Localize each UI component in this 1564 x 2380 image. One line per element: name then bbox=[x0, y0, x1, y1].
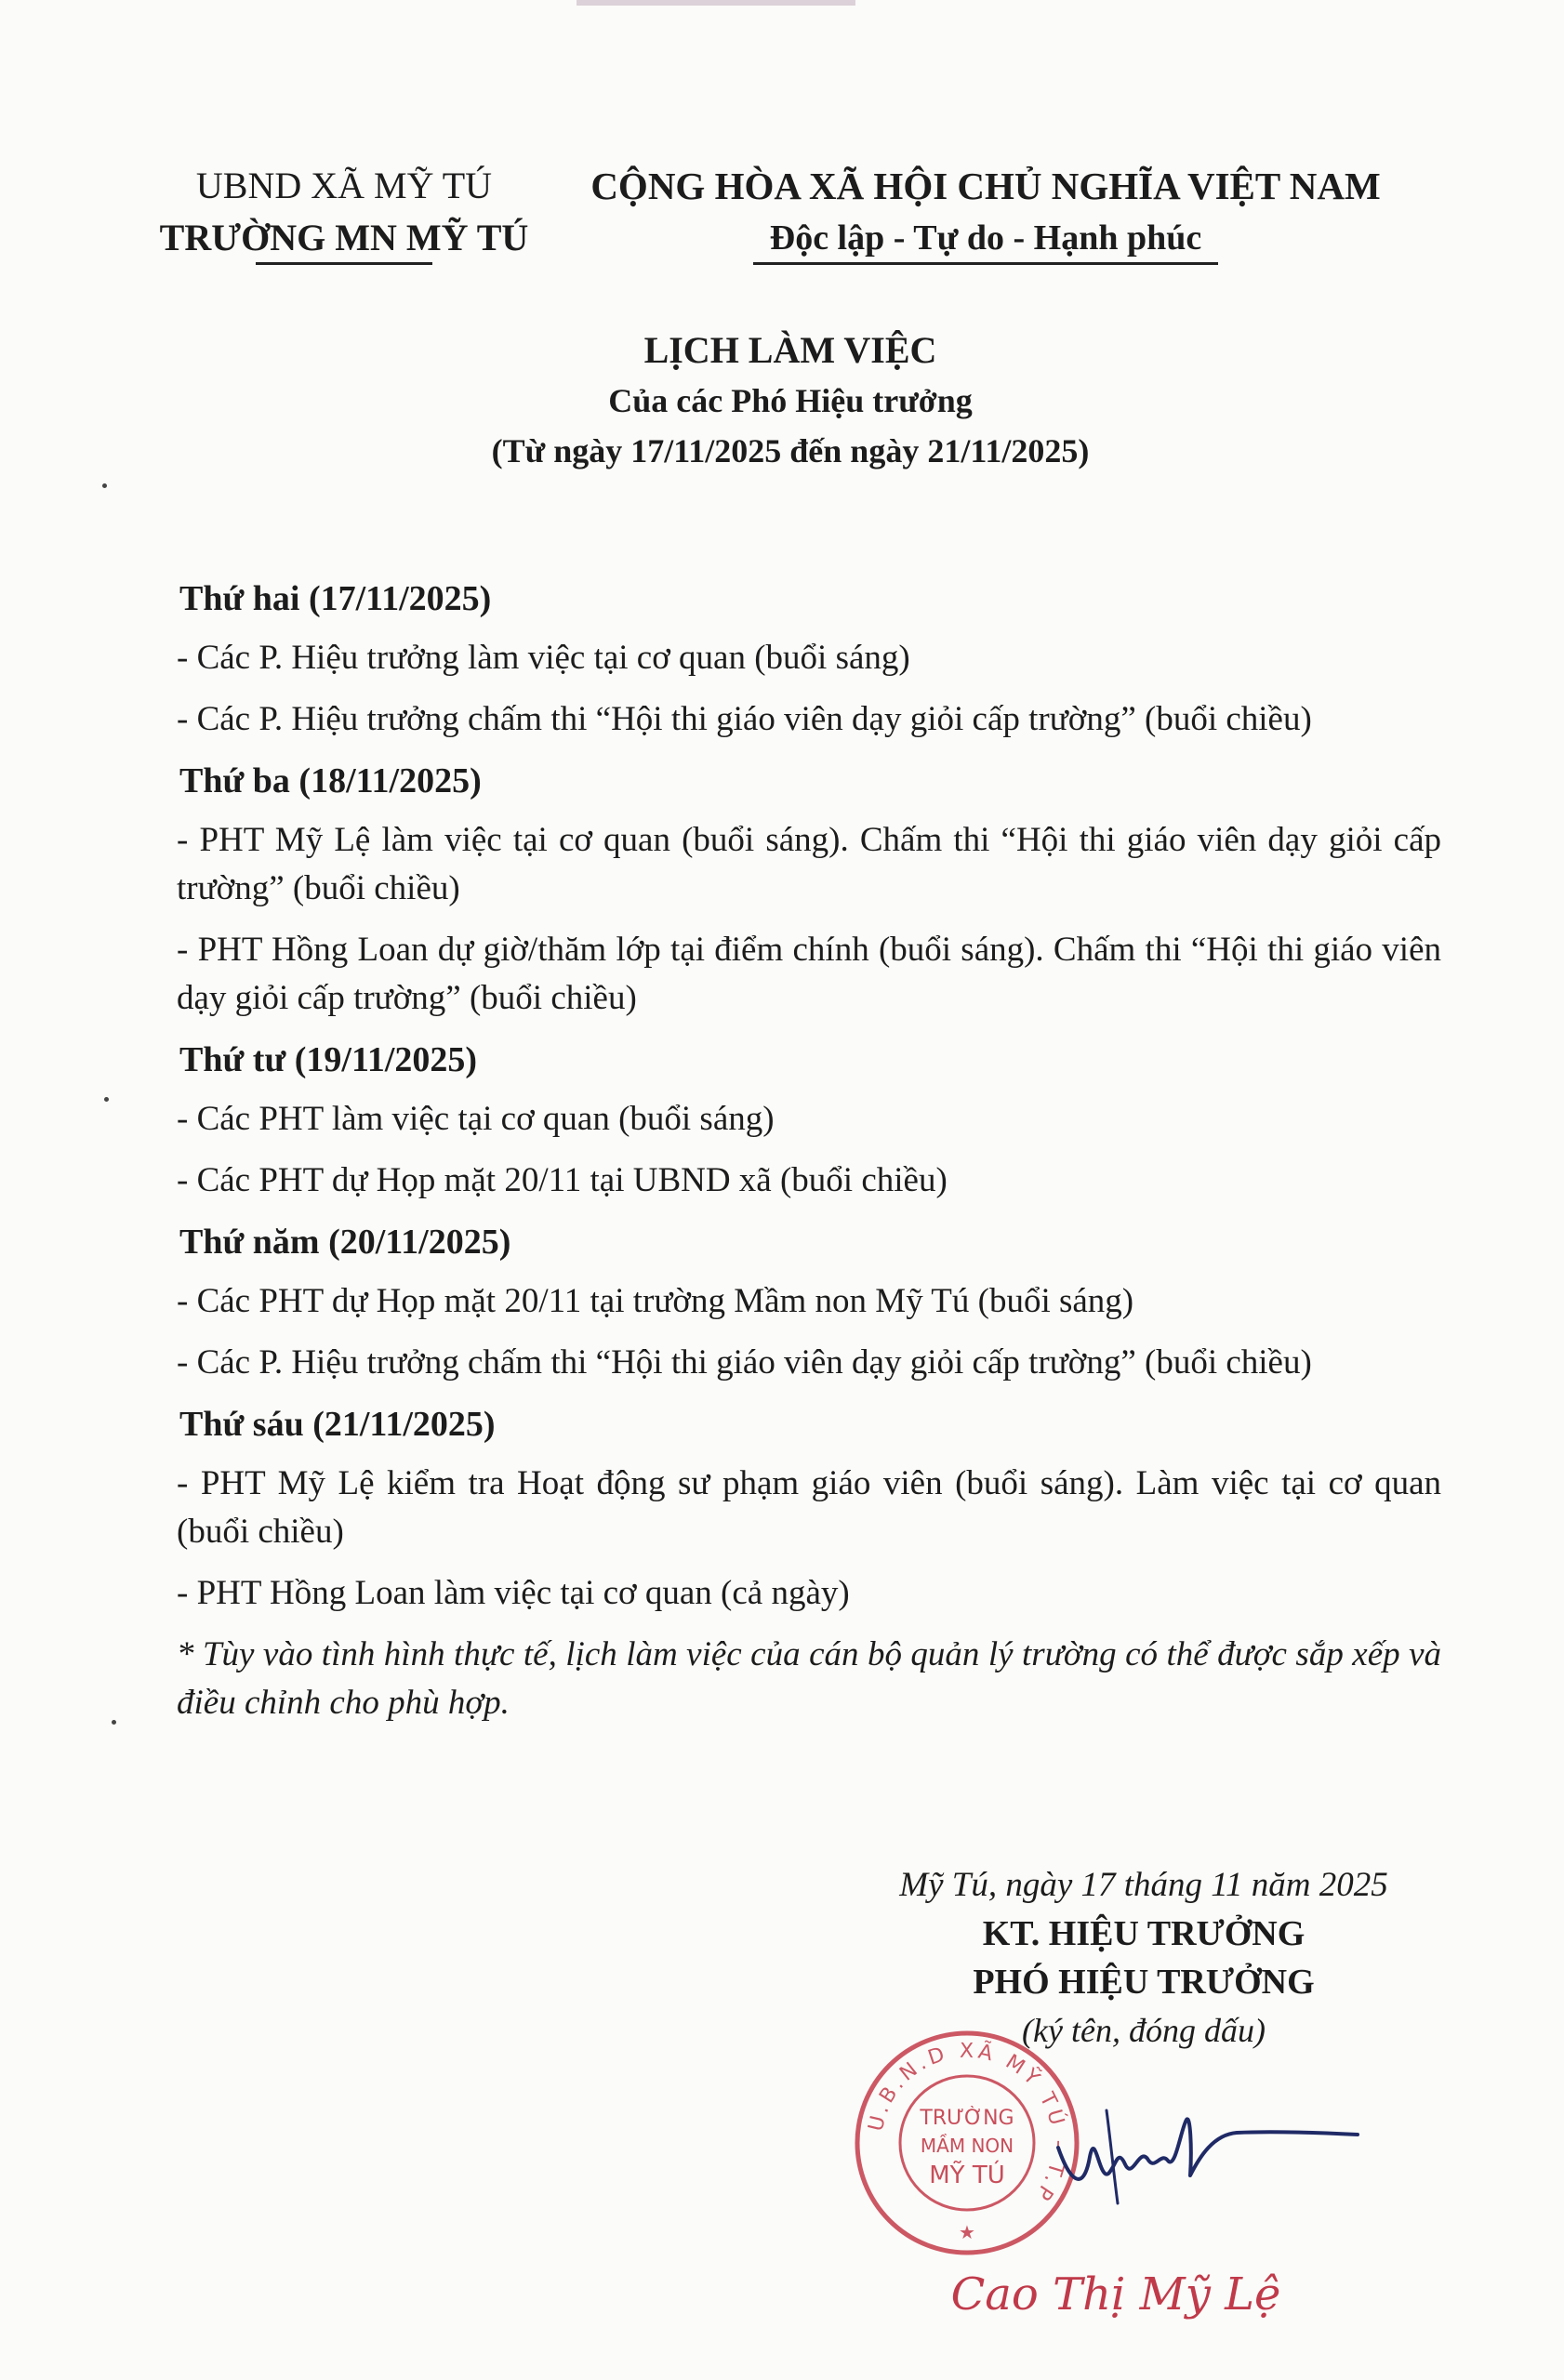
schedule-item: - PHT Hồng Loan dự giờ/thăm lớp tại điểm chính (buổi sáng). Chấm thi “Hội thi giáo viên dạy giỏi cấp trường” (buổi chiều) bbox=[177, 931, 1441, 1017]
schedule-item: - Các P. Hiệu trưởng làm việc tại cơ quan (buổi sáng) bbox=[177, 639, 910, 677]
org-line-2: TRƯỜNG MN MỸ TÚ bbox=[159, 217, 529, 258]
seal-line-2: MẦM NON bbox=[920, 2135, 1014, 2157]
official-seal bbox=[851, 2027, 1083, 2259]
schedule-item: - Các PHT dự Họp mặt 20/11 tại UBND xã (buổi chiều) bbox=[177, 1161, 948, 1199]
issuing-organization bbox=[130, 160, 558, 265]
seal-star-icon: ★ bbox=[959, 2221, 975, 2243]
schedule-item: - Các PHT dự Họp mặt 20/11 tại trường Mầm non Mỹ Tú (buổi sáng) bbox=[177, 1282, 1134, 1320]
schedule-body bbox=[177, 575, 1441, 1727]
schedule-item: - PHT Mỹ Lệ làm việc tại cơ quan (buổi sáng). Chấm thi “Hội thi giáo viên dạy giỏi cấp trường” (buổi chiều) bbox=[177, 821, 1441, 907]
day-section bbox=[177, 575, 1441, 744]
schedule-item: - Các PHT làm việc tại cơ quan (buổi sáng) bbox=[177, 1100, 775, 1138]
title-line-1: LỊCH LÀM VIỆC bbox=[643, 329, 937, 371]
scan-edge-mark bbox=[577, 0, 855, 6]
document-title bbox=[279, 325, 1302, 476]
handwritten-signature bbox=[1051, 2092, 1367, 2222]
signer-role-1: KT. HIỆU TRƯỞNG bbox=[982, 1914, 1306, 1953]
seal-ring-text: U.B.N.D XÃ MỸ TÚ - T.P bbox=[864, 2039, 1071, 2207]
scan-speck bbox=[112, 1720, 116, 1725]
day-heading: Thứ tư (19/11/2025) bbox=[179, 1040, 478, 1079]
schedule-item: - PHT Mỹ Lệ kiểm tra Hoạt động sư phạm giáo viên (buổi sáng). Làm việc tại cơ quan (buổi chiều) bbox=[177, 1464, 1441, 1551]
schedule-item: - Các P. Hiệu trưởng chấm thi “Hội thi giáo viên dạy giỏi cấp trường” (buổi chiều) bbox=[177, 700, 1312, 738]
day-section bbox=[177, 1218, 1441, 1387]
day-heading: Thứ hai (17/11/2025) bbox=[179, 579, 492, 618]
scan-speck bbox=[102, 483, 107, 488]
day-section bbox=[177, 1036, 1441, 1205]
schedule-item: - Các P. Hiệu trưởng chấm thi “Hội thi giáo viên dạy giỏi cấp trường” (buổi chiều) bbox=[177, 1343, 1312, 1382]
day-section bbox=[177, 757, 1441, 1023]
signer-name: Cao Thị Mỹ Lệ bbox=[950, 2268, 1281, 2320]
signer-role-2: PHÓ HIỆU TRƯỞNG bbox=[973, 1963, 1315, 2002]
sign-hint: (ký tên, đóng dấu) bbox=[1022, 2012, 1266, 2049]
national-motto bbox=[577, 160, 1395, 265]
seal-line-1: TRƯỜNG bbox=[920, 2107, 1014, 2130]
day-heading: Thứ ba (18/11/2025) bbox=[179, 761, 482, 800]
scan-speck bbox=[104, 1097, 109, 1102]
day-heading: Thứ năm (20/11/2025) bbox=[179, 1223, 511, 1262]
place-date: Mỹ Tú, ngày 17 tháng 11 năm 2025 bbox=[899, 1866, 1388, 1904]
title-date-range: (Từ ngày 17/11/2025 đến ngày 21/11/2025) bbox=[491, 432, 1090, 469]
nation-line-2: Độc lập - Tự do - Hạnh phúc bbox=[769, 218, 1202, 258]
day-heading: Thứ sáu (21/11/2025) bbox=[179, 1405, 496, 1444]
title-line-2: Của các Phó Hiệu trưởng bbox=[608, 382, 973, 419]
org-line-1: UBND XÃ MỸ TÚ bbox=[195, 165, 493, 206]
signature-block bbox=[818, 1861, 1469, 2055]
nation-line-1: CỘNG HÒA XÃ HỘI CHỦ NGHĨA VIỆT NAM bbox=[590, 165, 1381, 207]
day-section bbox=[177, 1400, 1441, 1618]
schedule-item: - PHT Hồng Loan làm việc tại cơ quan (cả ngày) bbox=[177, 1574, 850, 1612]
seal-line-3: MỸ TÚ bbox=[929, 2162, 1005, 2189]
adjustment-note: * Tùy vào tình hình thực tế, lịch làm việc của cán bộ quản lý trường có thể được sắp xếp và điều chỉnh cho phù hợp. bbox=[177, 1635, 1441, 1722]
